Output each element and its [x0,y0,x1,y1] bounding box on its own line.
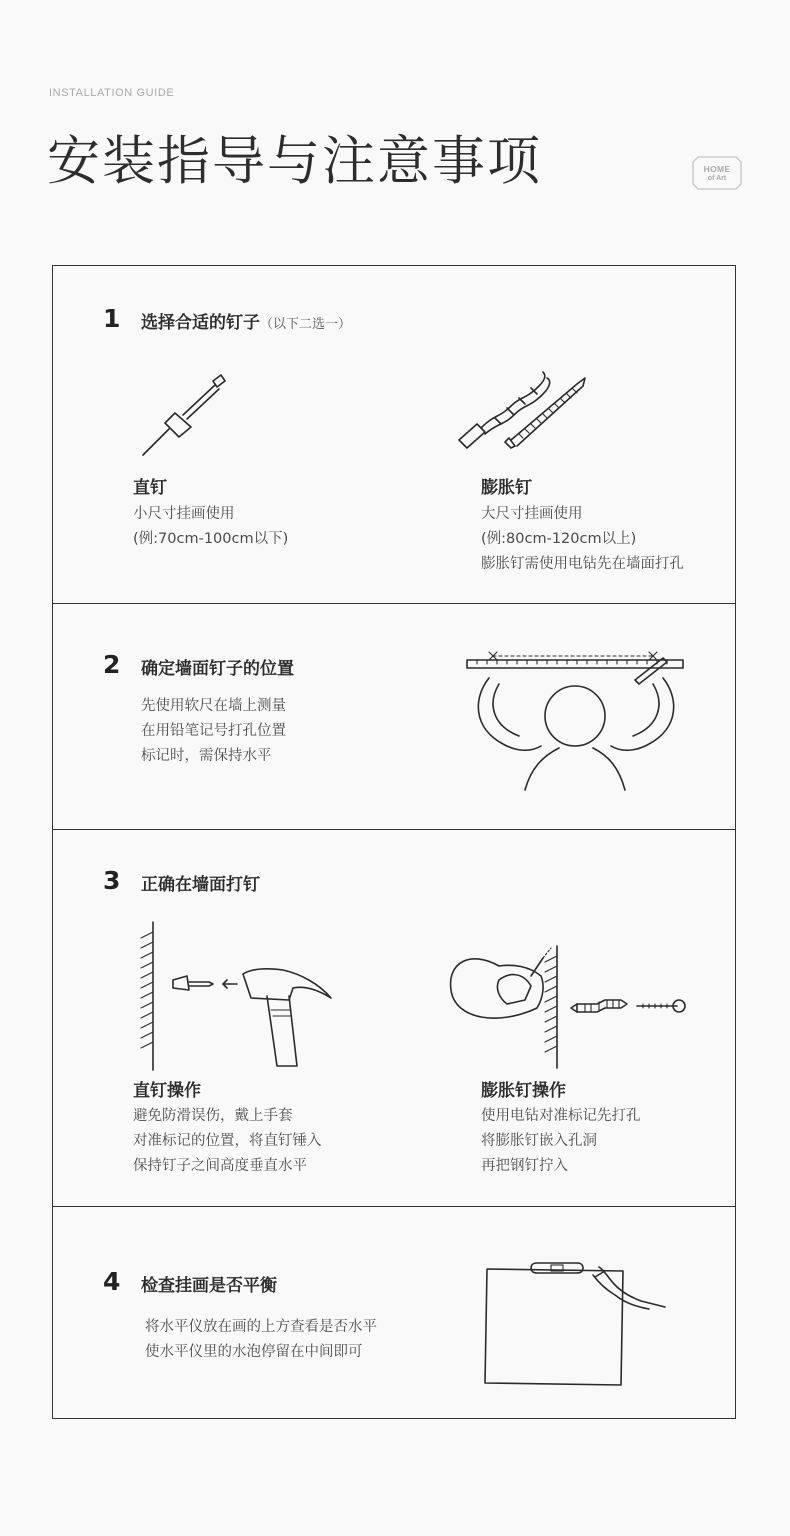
desc-line: 膨胀钉需使用电钻先在墙面打孔 [481,556,684,572]
step-3-number: 3 [103,866,121,895]
desc-line: 小尺寸挂画使用 [133,506,235,522]
desc-line: 大尺寸挂画使用 [481,506,583,522]
desc-line: (例:80cm-120cm以上) [481,531,637,547]
step-4-desc [145,1315,377,1365]
logo-text-of-art: of Art [707,175,727,182]
desc-line: 将水平仪放在画的上方查看是否水平 [145,1319,377,1335]
logo-text-home: HOME [703,164,731,174]
step-4-title: 检查挂画是否平衡 [141,1276,277,1296]
option-straight-nail-op-desc [133,1104,322,1179]
step-4-number: 4 [103,1267,121,1296]
brand-logo [692,156,742,190]
measuring-person-icon [463,648,693,798]
step-4-card [52,1206,736,1419]
desc-line: 使水平仪里的水泡停留在中间即可 [145,1344,363,1360]
desc-line: 使用电钻对准标记先打孔 [481,1108,641,1124]
desc-line: 将膨胀钉嵌入孔洞 [481,1133,597,1149]
step-2-title: 确定墙面钉子的位置 [141,659,294,679]
option-straight-nail-desc [133,502,288,552]
step-1-note: （以下二选一） [260,317,352,332]
step-1-title-text: 选择合适的钉子 [141,313,260,333]
desc-line: 先使用软尺在墙上测量 [141,698,286,714]
step-2-desc [141,694,286,769]
option-expansion-nail-op-desc [481,1104,641,1179]
step-2-number: 2 [103,650,121,679]
step-1-title [141,308,351,333]
eyebrow-label: INSTALLATION GUIDE [49,87,175,99]
option-straight-nail-op-title: 直钉操作 [133,1081,201,1101]
level-on-frame-icon [481,1257,671,1387]
page-title: 安装指导与注意事项 [47,131,542,192]
desc-line: 再把钢钉拧入 [481,1158,568,1174]
step-1-card [52,265,736,605]
option-expansion-nail-op-title: 膨胀钉操作 [481,1081,566,1101]
step-1-number: 1 [103,304,121,333]
desc-line: (例:70cm-100cm以下) [133,531,289,547]
straight-nail-icon [135,371,235,461]
desc-line: 在用铅笔记号打孔位置 [141,723,286,739]
desc-line: 避免防滑误伤，戴上手套 [133,1108,293,1124]
desc-line: 保持钉子之间高度垂直水平 [133,1158,307,1174]
option-expansion-nail-desc [481,502,684,577]
expansion-anchor-icon [455,366,595,456]
hammer-nail-icon [137,918,357,1078]
desc-line: 对准标记的位置，将直钉锤入 [133,1133,322,1149]
option-straight-nail-title: 直钉 [133,478,167,498]
desc-line: 标记时，需保持水平 [141,748,272,764]
option-expansion-nail-title: 膨胀钉 [481,478,532,498]
step-2-card [52,603,736,831]
step-3-title: 正确在墙面打钉 [141,875,260,895]
drill-anchor-icon [445,942,695,1072]
step-3-card [52,829,736,1208]
